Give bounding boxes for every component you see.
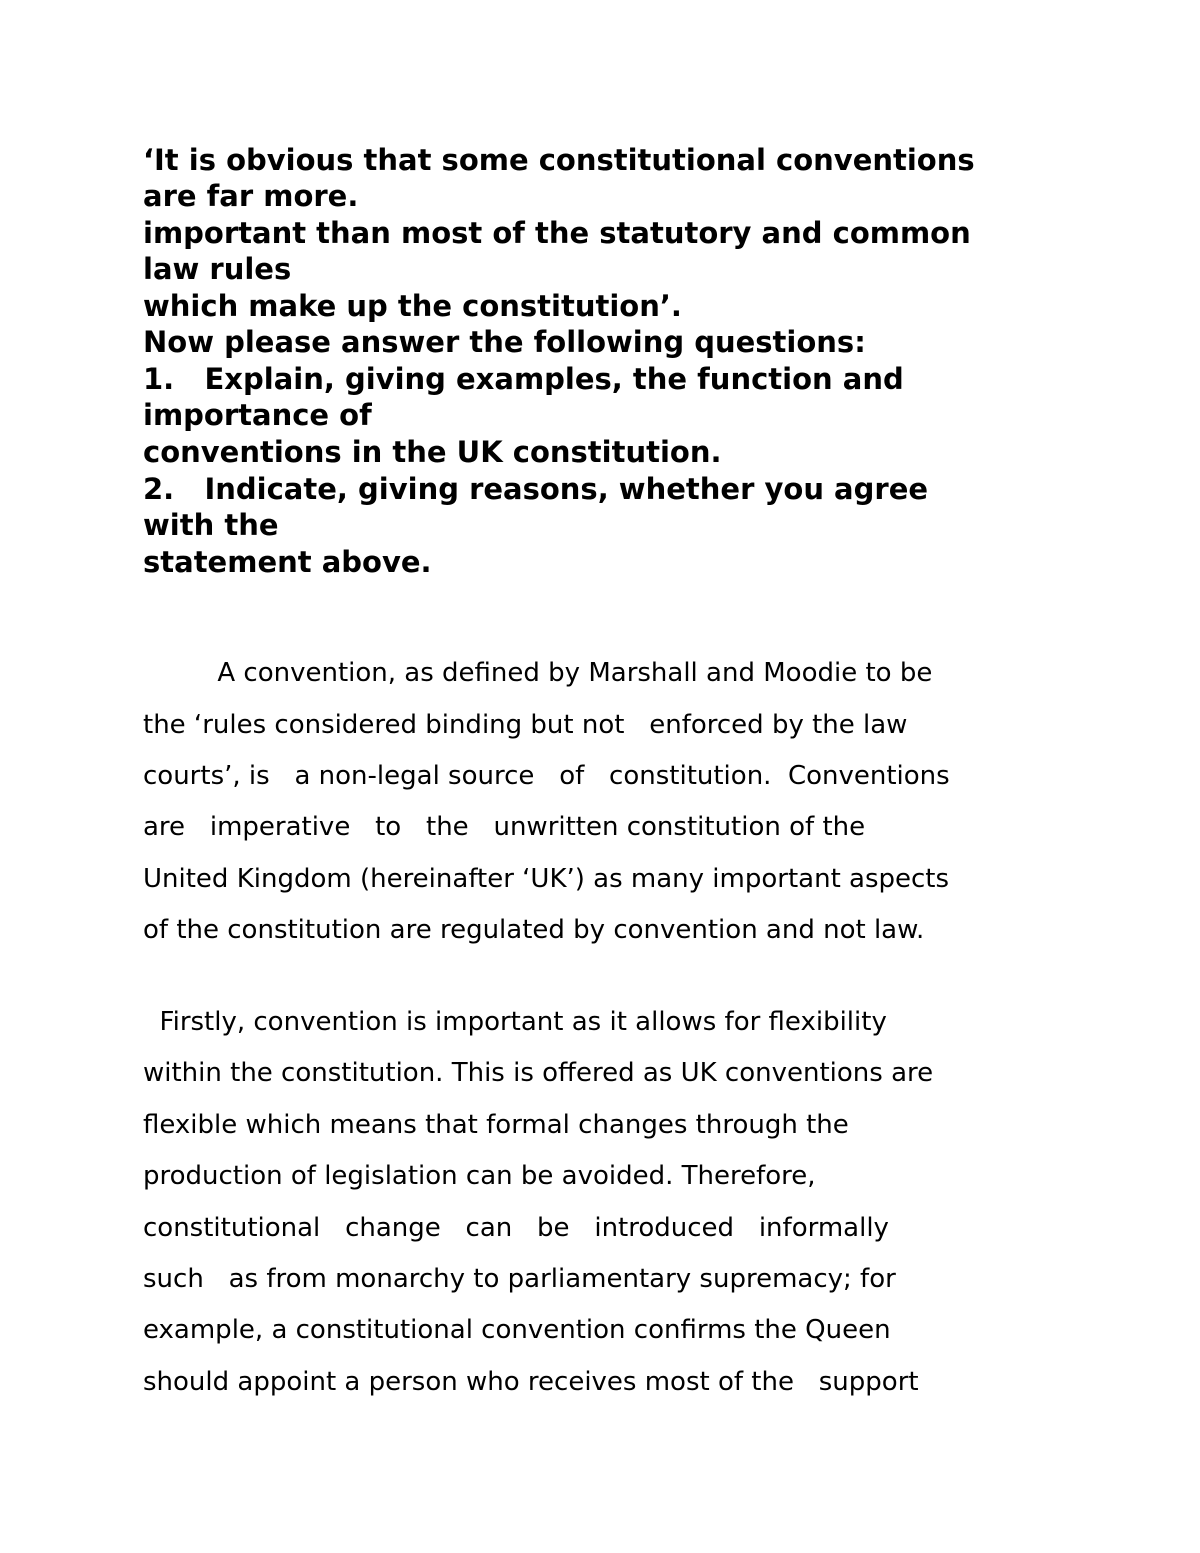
paragraph-line: such as from monarchy to parliamentary supremacy; for [143, 1264, 896, 1294]
paragraph-line: example, a constitutional convention confirms the Queen [143, 1315, 891, 1345]
question-line: which make up the constitution’. [143, 289, 682, 323]
paragraph-line: the ‘rules considered binding but not enforced by the law [143, 710, 908, 740]
paragraph-line: Firstly, convention is important as it allows for flexibility [143, 1007, 887, 1037]
question-line: law rules [143, 252, 292, 286]
paragraph-line: flexible which means that formal changes through the [143, 1110, 849, 1140]
question-line: ‘It is obvious that some constitutional conventions [143, 143, 975, 177]
question-line: importance of [143, 398, 372, 432]
paragraph-line: of the constitution are regulated by convention and not law. [143, 915, 925, 945]
paragraph-line: constitutional change can be introduced informally [143, 1213, 889, 1243]
paragraph-line: production of legislation can be avoided. Therefore, [143, 1161, 816, 1191]
question-line: 1. Explain, giving examples, the function and [143, 362, 904, 396]
question-line: conventions in the UK constitution. [143, 435, 722, 469]
paragraph-line: should appoint a person who receives most of the support [143, 1367, 919, 1397]
paragraph-line: within the constitution. This is offered as UK conventions are [143, 1058, 934, 1088]
paragraph-line: A convention, as defined by Marshall and Moodie to be [143, 658, 933, 688]
question-line: are far more. [143, 179, 359, 213]
paragraph-line: United Kingdom (hereinafter ‘UK’) as many important aspects [143, 864, 950, 894]
paragraph-line: are imperative to the unwritten constitution of the [143, 812, 866, 842]
paragraph-line: courts’, is a non-legal source of constitution. Conventions [143, 761, 950, 791]
question-line: statement above. [143, 545, 432, 579]
question-line: with the [143, 508, 279, 542]
question-line: Now please answer the following questions: [143, 325, 866, 359]
question-line: important than most of the statutory and common [143, 216, 971, 250]
question-line: 2. Indicate, giving reasons, whether you agree [143, 472, 929, 506]
